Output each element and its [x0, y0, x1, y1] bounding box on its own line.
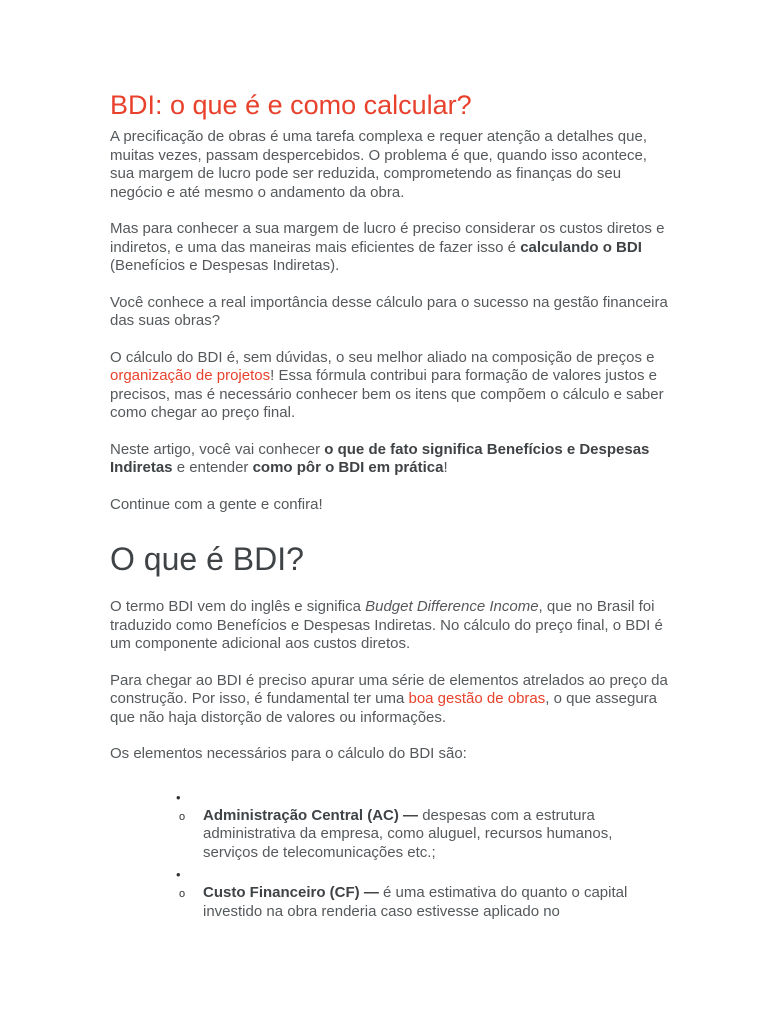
- margin-paragraph: [110, 220, 670, 276]
- definition-paragraph: [110, 598, 670, 654]
- list-item: [110, 866, 670, 921]
- def-italic: Budget Difference Income: [365, 598, 539, 615]
- elements-paragraph: [110, 672, 670, 728]
- importance-paragraph: Você conhece a real importância desse cálculo para o sucesso na gestão financeira das suas obras?: [110, 293, 668, 329]
- margin-text-b: (Benefícios e Despesas Indiretas).: [110, 257, 340, 274]
- overview-text-b: e entender: [172, 459, 253, 476]
- margin-text-a: Mas para conhecer a sua margem de lucro é preciso considerar os custos diretos e indiretos, e uma das maneiras mais eficientes de fazer isso é: [110, 220, 665, 256]
- overview-text-c: !: [443, 459, 448, 476]
- list-intro-paragraph: Os elementos necessários para o cálculo do BDI são:: [110, 745, 467, 762]
- calc-text-a: O cálculo do BDI é, sem dúvidas, o seu melhor aliado na composição de preços e: [110, 348, 655, 366]
- calc-text-b: ! Essa fórmula contribui para formação de valores justos e precisos, mas é necessário conhecer bem os itens que compõem o cálculo e saber como chegar ao preço final.: [110, 367, 664, 421]
- overview-bold-2: como pôr o BDI em prática: [252, 459, 444, 476]
- sub-list-item: [179, 806, 670, 863]
- sub-list: [179, 789, 670, 863]
- def-text-a: O termo BDI vem do inglês e significa: [110, 598, 366, 615]
- elements-text-b: , o que assegura que não haja distorção de valores ou informações.: [110, 690, 658, 726]
- works-management-link[interactable]: boa gestão de obras: [408, 690, 546, 707]
- overview-bold-1: o que de fato significa Benefícios e Despesas Indiretas: [110, 440, 650, 476]
- continue-paragraph: Continue com a gente e confira!: [110, 495, 323, 513]
- bullet-icon: •: [176, 789, 181, 805]
- list-item: [110, 789, 670, 863]
- item-term: Custo Financeiro (CF) —: [203, 884, 379, 901]
- item-description: despesas com a estrutura administrativa da empresa, como aluguel, recursos humanos, serviços de telecomunicações etc.;: [203, 806, 613, 861]
- article-body: [110, 88, 670, 921]
- margin-bold: calculando o BDI: [520, 238, 642, 256]
- item-description: é uma estimativa do quanto o capital investido na obra renderia caso estivesse aplicado no: [203, 884, 628, 920]
- section-heading: O que é BDI?: [110, 541, 304, 577]
- sub-list: [179, 866, 670, 921]
- calculation-paragraph: [110, 349, 670, 423]
- overview-text-a: Neste artigo, você vai conhecer: [110, 440, 325, 458]
- article-overview-paragraph: [110, 441, 670, 478]
- intro-paragraph: A precificação de obras é uma tarefa complexa e requer atenção a detalhes que, muitas vezes, passam despercebidos. O problema é que, quando isso acontece, sua margem de lucro pode ser reduzida, comprometendo as finanças do seu negócio e até mesmo o andamento da obra.: [110, 128, 648, 201]
- sub-list-item: [179, 884, 670, 921]
- def-text-b: , que no Brasil foi traduzido como Benefícios e Despesas Indiretas. No cálculo do preço final, o BDI é um componente adicional aos custos diretos.: [110, 598, 663, 652]
- elements-text-a: Para chegar ao BDI é preciso apurar uma série de elementos atrelados ao preço da construção. Por isso, é fundamental ter uma: [110, 671, 668, 707]
- projects-link[interactable]: organização de projetos: [110, 367, 271, 384]
- elements-list: [110, 789, 670, 922]
- item-term: Administração Central (AC) —: [203, 806, 419, 824]
- article-title: BDI: o que é e como calcular?: [110, 90, 472, 120]
- circle-bullet-icon: o: [179, 888, 186, 900]
- bullet-icon: •: [176, 867, 181, 882]
- circle-bullet-icon: o: [179, 810, 186, 823]
